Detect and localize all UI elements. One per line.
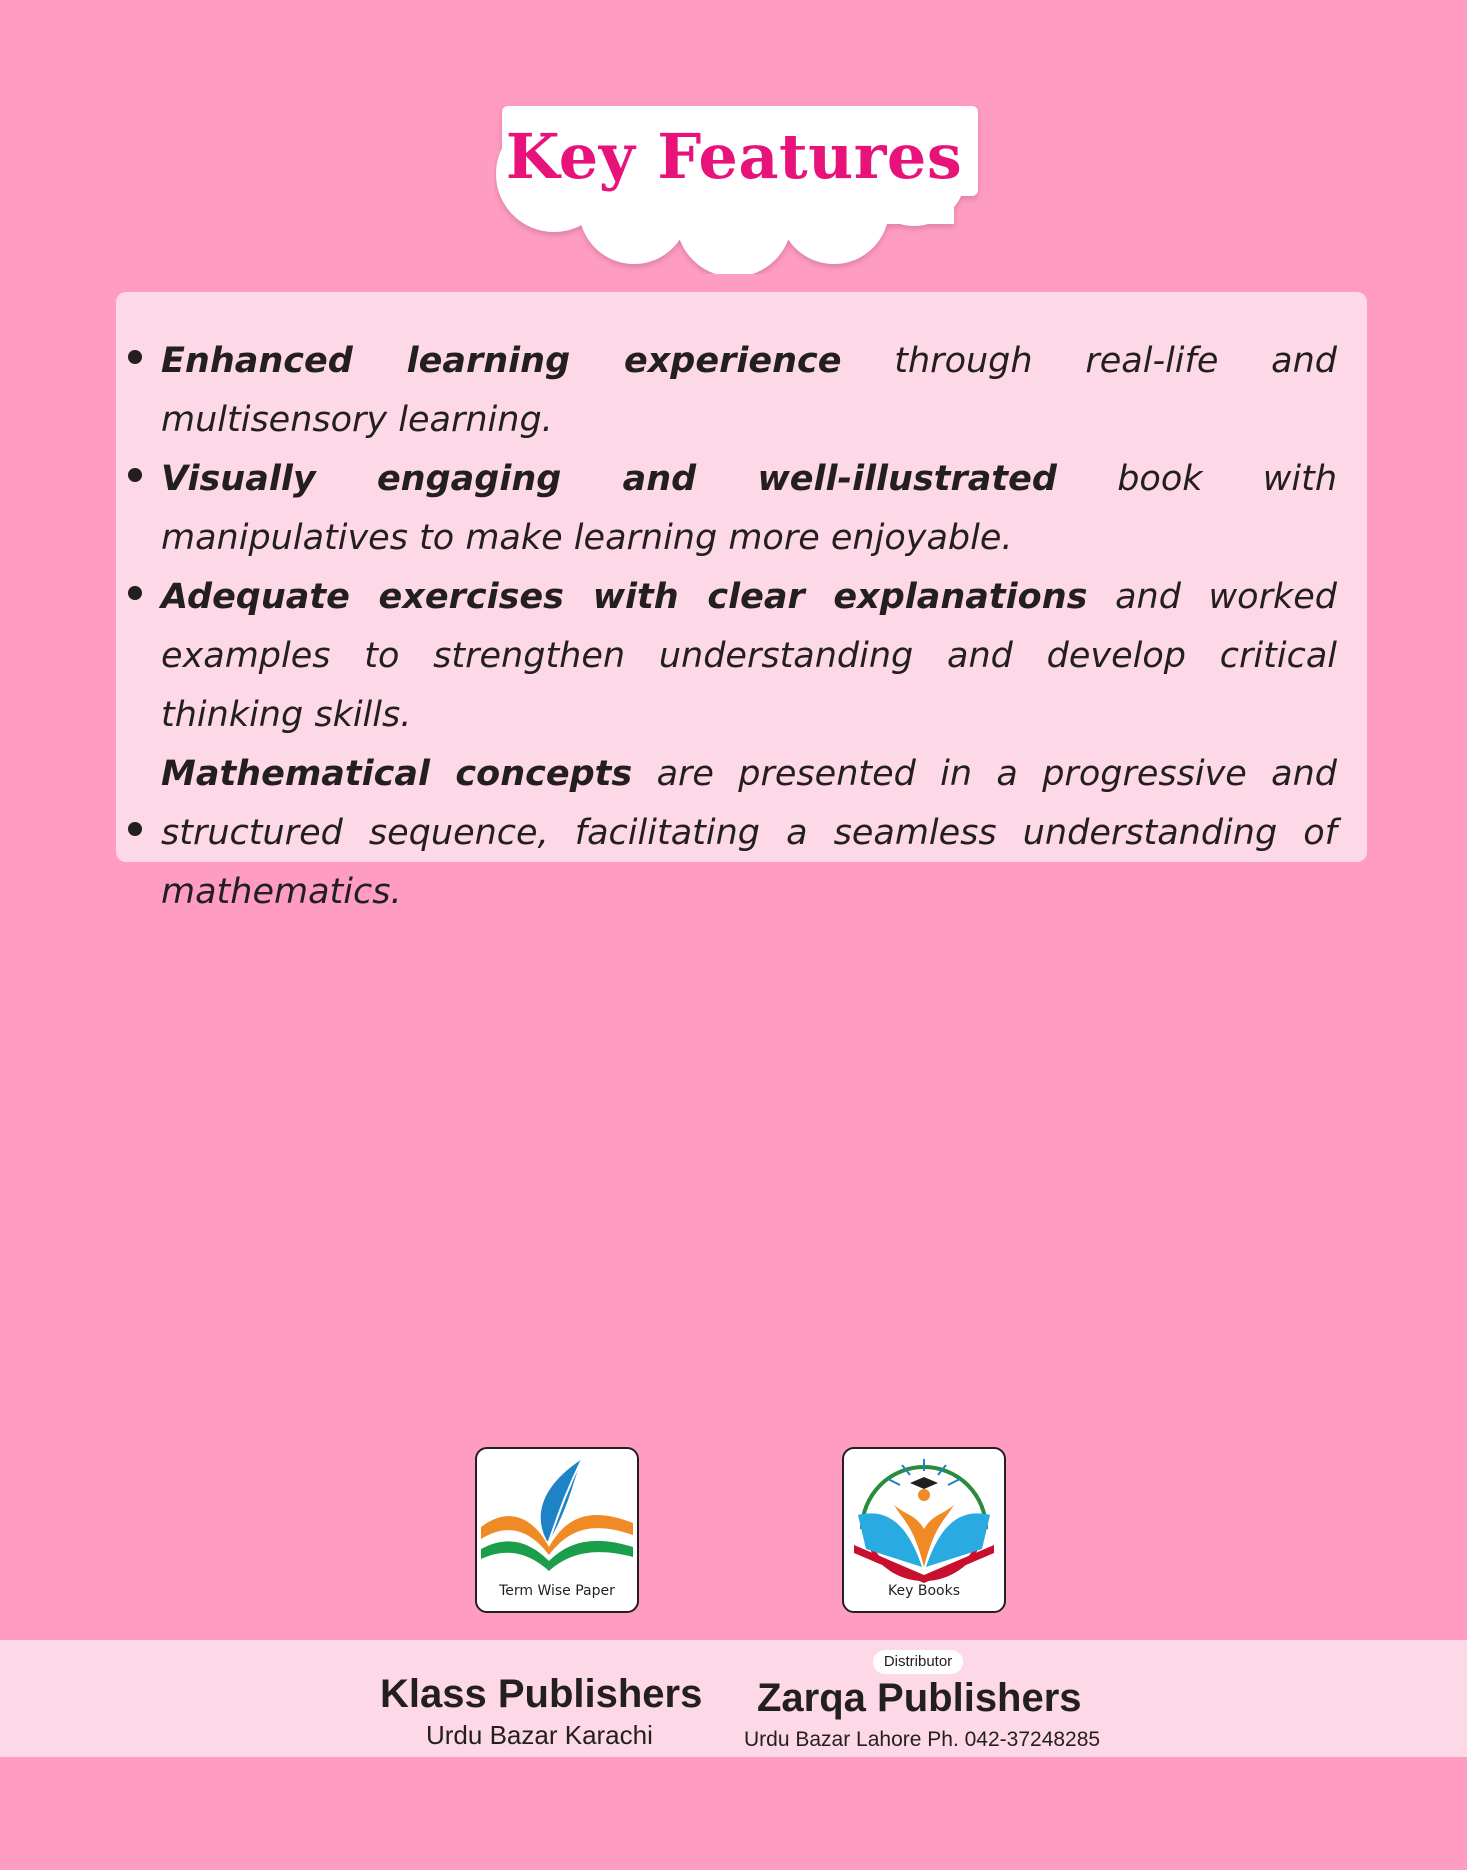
logo-label: Term Wise Paper — [499, 1583, 615, 1599]
feature-text — [161, 745, 1337, 922]
feature-item — [116, 450, 1337, 568]
logo-label: Key Books — [888, 1583, 960, 1599]
distributor-name: Zarqa Publishers — [757, 1676, 1082, 1720]
page-title: Key Features — [505, 120, 963, 193]
feature-item — [116, 332, 1337, 450]
feature-item — [116, 745, 1337, 922]
distributor-badge: Distributor — [873, 1650, 963, 1674]
feature-description: book with manipulatives to make learning more enjoyable. — [161, 459, 1337, 558]
feature-highlight: Adequate exercises with clear explanations — [161, 577, 1088, 617]
feature-highlight: Visually engaging and well-illustrated — [161, 459, 1057, 499]
bullet-icon — [128, 822, 142, 836]
feature-description: and worked examples to strengthen understanding and develop critical thinking skills. — [161, 577, 1337, 735]
feature-description: are presented in a progressive and structured sequence, facilitating a seamless understanding of mathematics. — [161, 754, 1337, 912]
footer-band — [0, 1640, 1467, 1757]
bullet-icon — [128, 350, 142, 364]
logo-term-wise-paper — [475, 1447, 639, 1613]
features-panel — [116, 292, 1367, 912]
bullet-icon — [128, 586, 142, 600]
feature-text — [161, 332, 1337, 450]
title-cloud — [494, 104, 989, 274]
feature-highlight: Enhanced learning experience — [161, 341, 842, 381]
feature-description: through real-life and multisensory learning. — [161, 341, 1338, 440]
bullet-icon — [128, 468, 142, 482]
feature-highlight: Mathematical concepts — [161, 754, 633, 794]
feature-text — [161, 450, 1337, 568]
distributor-address: Urdu Bazar Lahore Ph. 042-37248285 — [744, 1728, 1101, 1751]
feature-item — [116, 568, 1337, 745]
publisher-name: Klass Publishers — [380, 1672, 703, 1716]
feature-text — [161, 568, 1337, 745]
logo-key-books — [842, 1447, 1006, 1613]
publisher-address: Urdu Bazar Karachi — [426, 1720, 653, 1750]
